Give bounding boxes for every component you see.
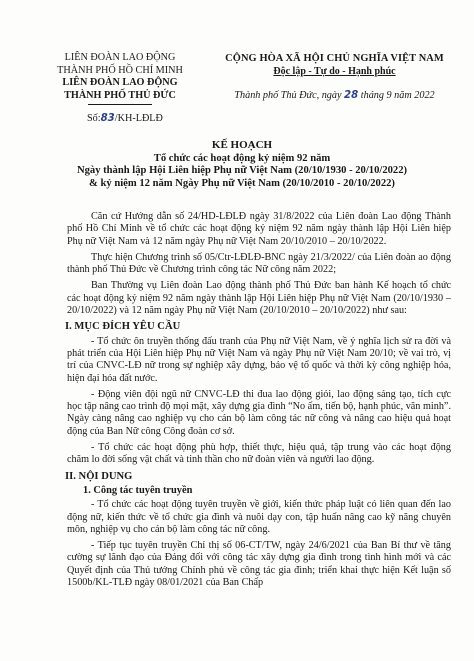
nation-name: CỘNG HÒA XÃ HỘI CHỦ NGHĨA VIỆT NAM	[225, 53, 444, 64]
doc-no-handwritten: 83	[100, 113, 115, 124]
org-line-4: THÀNH PHỐ THỦ ĐỨC	[64, 89, 176, 101]
national-motto: Độc lập - Tự do - Hạnh phúc	[273, 66, 396, 77]
title-main: KẾ HOẠCH	[211, 139, 273, 151]
paragraph-7: - Tổ chức các hoạt động tuyên truyền về giới, kiến thức pháp luật có liên quan đến lao động nữ, kiến thức về tổ chức gia đình và nuôi dạy con, tập huấn nâng cao kỹ năng chuyên môn, nghiệp vụ cho cán bộ làm công tác nữ công.	[67, 499, 451, 535]
paragraph-1: Căn cứ Hướng dẫn số 24/HD-LĐLĐ ngày 31/8/2022 của Liên đoàn Lao động Thành phố Hồ Chí Minh về tổ chức các hoạt động kỷ niệm 92 năm ngày thành lập Hội Liên hiệp Phụ nữ Việt Nam và 12 năm ngày Phụ nữ Việt Nam 20/10/2010 – 20/10/2022.	[67, 211, 451, 247]
org-line-3: LIÊN ĐOÀN LAO ĐỘNG	[62, 77, 178, 89]
document-title	[40, 139, 444, 190]
issuing-organization	[40, 52, 200, 105]
doc-no-prefix: Số:	[87, 113, 101, 124]
document-body	[67, 211, 451, 593]
place-date-suffix: tháng 9 năm 2022	[360, 90, 435, 101]
paragraph-6: - Tổ chức các hoạt động phù hợp, thiết thực, hiệu quả, tập trung vào các hoạt động chăm lo đời sống vật chất và tinh thần cho nữ đoàn viên và người lao động.	[67, 442, 451, 466]
title-line-1: Tổ chức các hoạt động kỷ niệm 92 năm	[153, 152, 331, 164]
org-underline	[88, 104, 152, 105]
place-date	[207, 90, 462, 101]
org-line-1: LIÊN ĐOÀN LAO ĐỘNG	[64, 52, 176, 63]
org-line-2: THÀNH PHỐ HỒ CHÍ MINH	[57, 64, 183, 76]
section-heading-2: II. NỘI DUNG	[65, 470, 133, 482]
paragraph-3: Ban Thường vụ Liên đoàn Lao động thành phố Thủ Đức ban hành Kế hoạch tổ chức các hoạt động kỷ niệm 92 năm ngày thành lập Hội Liên hiệp Phụ nữ Việt Nam (20/10/1930 – 20/10/2022) và 12 năm ngày Phụ nữ Việt Nam (20/10/2010 – 20/10/2022) như sau:	[67, 280, 451, 317]
paragraph-8: - Tiếp tục tuyên truyền Chỉ thị số 06-CT/TW, ngày 24/6/2021 của Ban Bí thư về tăng cường sự lãnh đạo của Đảng đối với công tác xây dựng gia đình trong tình hình mới và các Quyết định của Thủ tướng Chính phủ về công tác gia đình; triển khai thực hiện Kết luận số 1500b/KL-TLĐ ngày 08/01/2021 của Ban Chấp	[67, 540, 451, 589]
doc-no-suffix: /KH-LĐLĐ	[114, 113, 163, 124]
national-header	[207, 52, 462, 78]
paragraph-2: Thực hiện Chương trình số 05/Ctr-LĐLĐ-BNC ngày 21/3/2022/ của Liên đoàn ao động thành phố Thủ Đức về Chương trình công tác Nữ công năm 2022;	[67, 251, 451, 276]
paragraph-5: - Động viên đội ngũ nữ CNVC-LĐ thi đua lao động giỏi, lao động sáng tạo, tích cực học tập nâng cao trình độ mọi mặt, xây dựng gia đình “No ấm, tiến bộ, hạnh phúc, văn minh”. Ngày càng nâng cao nghiệp vụ cho cán bộ làm công tác nữ công và nâng cao hiệu quả hoạt động của Ban Nữ công Công đoàn cơ sở.	[67, 388, 451, 437]
subsection-heading-1: 1. Công tác tuyên truyền	[83, 484, 193, 496]
title-line-2: Ngày thành lập Hội Liên hiệp Phụ nữ Việt Nam (20/10/1930 - 20/10/2022)	[76, 165, 408, 177]
title-line-3: & kỷ niệm 12 năm Ngày Phụ nữ Việt Nam (20/10/2010 - 20/10/2022)	[89, 177, 395, 189]
document-number	[87, 113, 163, 124]
paragraph-4: - Tổ chức ôn truyền thống đấu tranh của Phụ nữ Việt Nam, về ý nghĩa lịch sử ra đời và phát triển của Hội Liên hiệp Phụ nữ Việt Nam và ngày Phụ nữ Việt Nam 20/10; về vai trò, vị trí của CNVC-LĐ nữ trong sự nghiệp xây dựng, bảo vệ tổ quốc và thời kỳ công nghiệp hóa, hiện đại hóa đất nước.	[67, 335, 451, 384]
place-date-day-handwritten: 28	[344, 90, 359, 101]
section-heading-1: I. MỤC ĐÍCH YÊU CẦU	[65, 321, 181, 333]
place-date-prefix: Thành phố Thủ Đức, ngày	[234, 90, 342, 101]
